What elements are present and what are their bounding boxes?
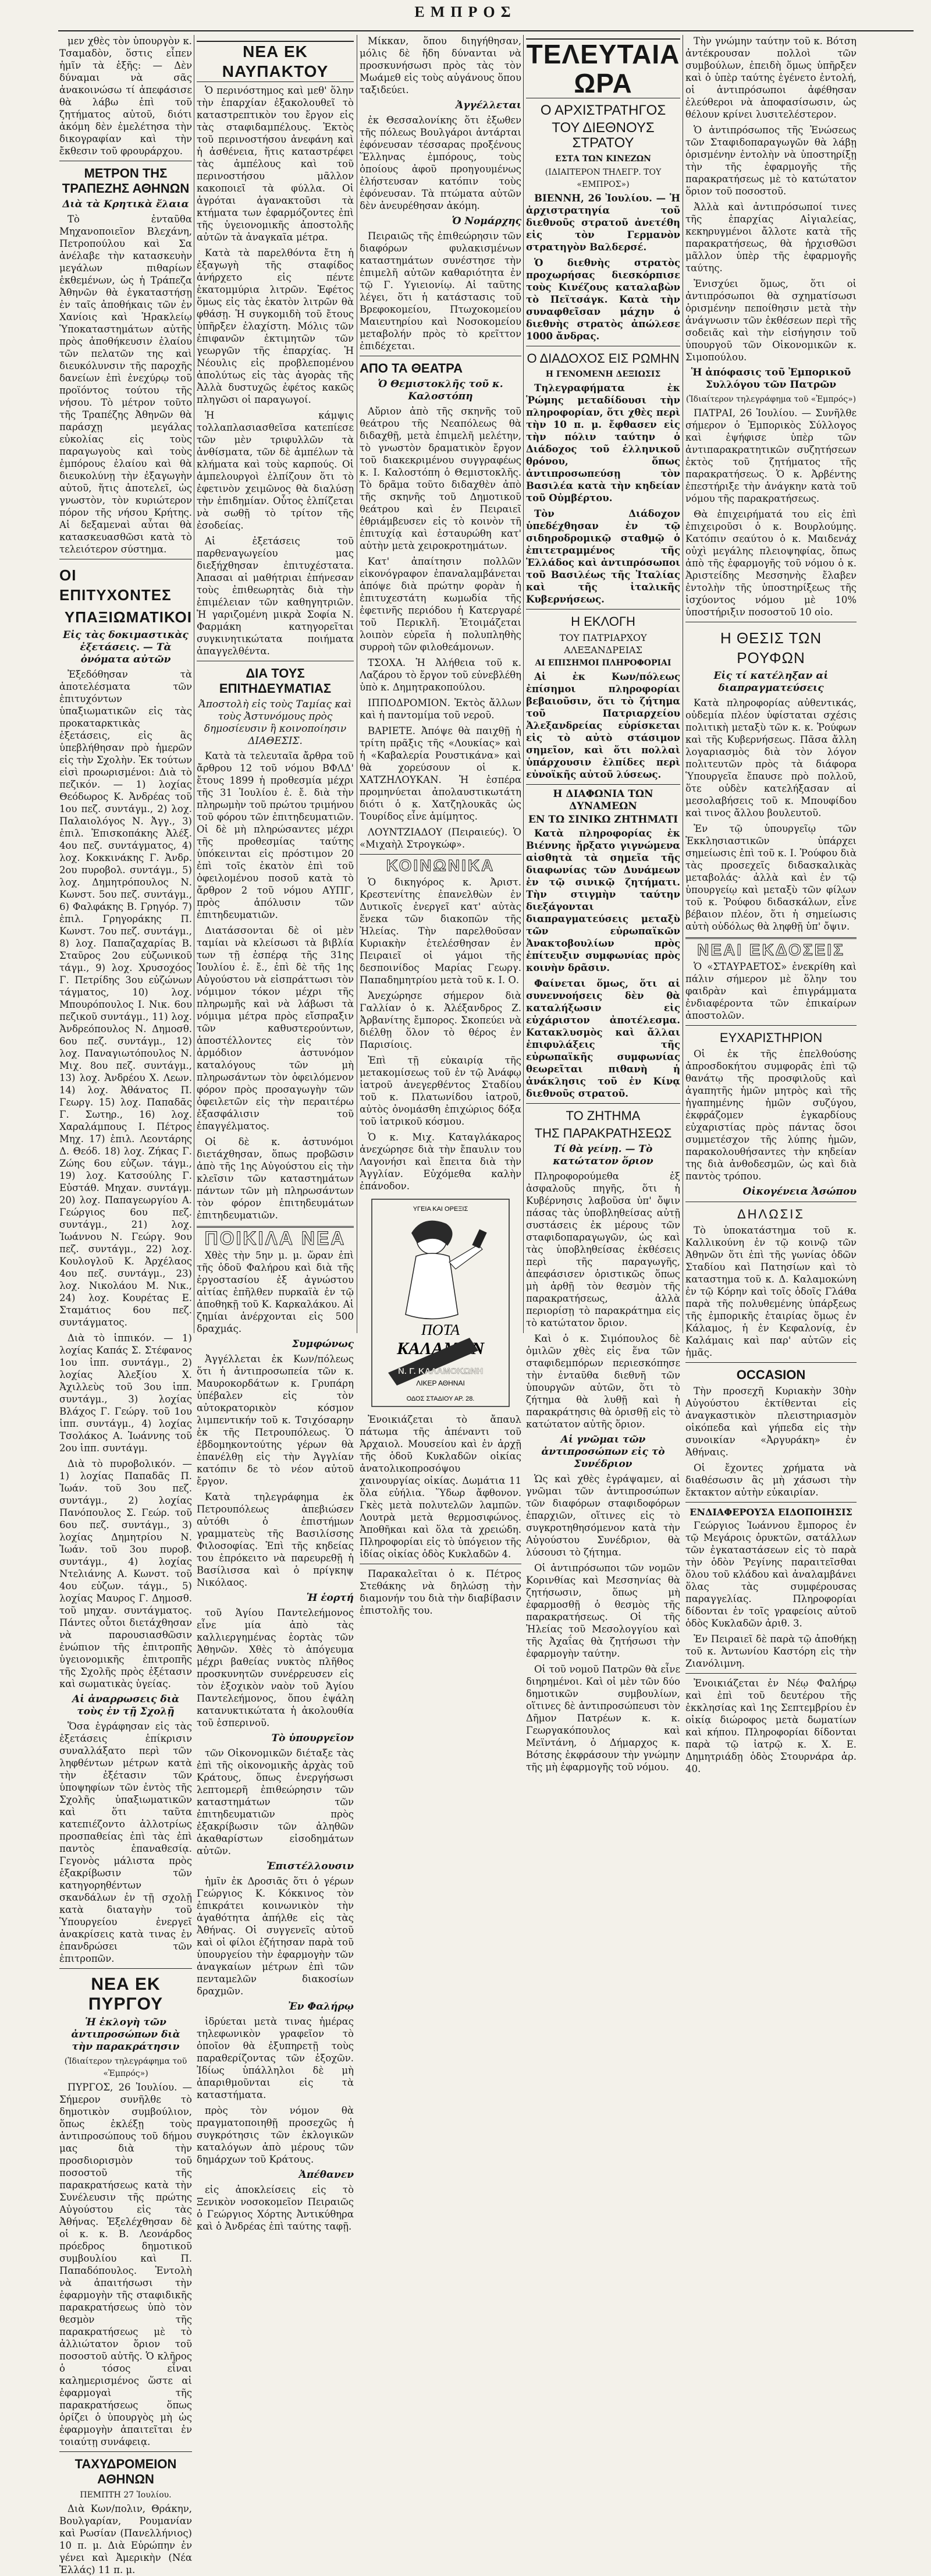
article-text: Χθὲς τὴν 5ην μ. μ. ὥραν ἐπὶ τῆς ὁδοῦ Φαλήρου καὶ διὰ τῆς ἐργοστασίου ἐξ ἀγνώστου αἰτίας ἐπῆλθεν πυρκαϊὰ ἐν τῷ ἀποθηκῇ τοῦ Κ. Καρκαλάκου. Αἱ ζημίαι ἀνέρχονται εἰς 500 δραχμάς. [197, 1250, 354, 1334]
headline: ΤΗΣ ΠΑΡΑΚΡΑΤΗΣΕΩΣ [534, 1126, 672, 1140]
divider [685, 1025, 857, 1026]
signature: Οἰκογένεια Ἀσώπου [742, 1186, 857, 1197]
headline: ΤΑΧΥΔΡΟΜΕΙΟΝ ΑΘΗΝΩΝ [74, 2457, 177, 2486]
subheadline: Ἡ ἐκλογὴ τῶν ἀντιπροσώπων διὰ τὴν παρακράτησιν [71, 2017, 180, 2053]
subheadline: Ἀγγέλλεται [456, 100, 521, 111]
subheadline: Αἱ γνῶμαι τῶν ἀντιπροσώπων εἰς τὸ Συνέδριον [541, 1434, 665, 1470]
headline: ΝΕΑ ΕΚ ΝΑΥΠΑΚΤΟΥ [197, 41, 354, 82]
column-1 [59, 35, 192, 2575]
article-text: Κατὰ πληροφορίας ἐκ Βιέννης ἤρξατο γιγνώμενα αἰσθητὰ τὰ σημεῖα τῆς διαφωνίας τῶν Δυνάμεων ἐν τῷ σινικῷ ζητήματι. Τὴν στιγμὴν ταύτην διεξάγονται διαπραγματεύσεις μεταξὺ τῶν εὐρωπαϊκῶν Ἀνακτοβουλίων πρὸς ἐπίτευξιν συμφωνίας πρὸς κοινὴν δρᾶσιν. [526, 828, 680, 973]
column-3 [360, 35, 521, 1616]
article-text: μεν χθὲς τὸν ὑπουργὸν κ. Τσαμαδὸν, ὅστις εἶπεν ἡμῖν τὰ ἑξῆς: — Δὲν δύναμαι νὰ σᾶς ἀνακοινώσω τί ἀπεφάσισε θὰ λάβω ἐπὶ τοῦ ζητήματος αὐτοῦ, διότι ἀκόμη δὲν ἐμελέτησα τὴν δικογραφίαν καὶ τὴν ἔκθεσιν τοῦ φρουράρχου. [59, 36, 192, 157]
column-5 [685, 35, 857, 1774]
article-text: εἰς ἀποκλείσεις εἰς τὸ Ξενικὸν νοσοκομεῖον Πειραιῶς ὁ Γεώργιος Χόρτης Ἀντικύθηρα καὶ ὁ Ἀνδρέας ἐπὶ ταύτης ταφῇ. [197, 2184, 354, 2232]
headline: Η ΕΚΛΟΓΗ [571, 614, 635, 629]
article-text: Ἐν τῷ ὑπουργεῖῳ τῶν Ἐκκλησιαστικῶν ὑπάρχει σημείωσις ἐπὶ τοῦ κ. Ι. Ῥούφου διὰ τὰς προσεχεῖς διδασκαλικὰς μεταβολάς· ἀλλὰ καὶ ἐν τῷ ὑπουργείῳ καὶ μεταξὺ τῶν φίλων τοῦ κ. Ῥούφου διδασκάλων, εἶνε βέβαιον πλέον, ὅτι ἡ σημείωσις αὐτὴ οὐδόλως θὰ ληφθῇ ὑπ' ὄψιν. [685, 823, 857, 932]
article-text: ἰδρύεται μετὰ τινας ἡμέρας τηλεφωνικὸν γραφεῖον τὸ ὁποῖον θὰ ἐξυπηρετῇ τοὺς παραθερίζοντας τῶν ἐξοχῶν. Ἰδίως ὑπάλληλοι δὲ μὴ ἀπαριθμοῦνται εἰς τὰ καταστήματα. [197, 2016, 354, 2100]
headline: ΥΠΑΞΙΩΜΑΤΙΚΟΙ [64, 608, 192, 626]
divider [685, 1502, 857, 1503]
subheadline: Ἀποστολὴ εἰς τοὺς Ταμίας καὶ τοὺς Ἀστυνόμους πρὸς δημοσίευσιν ἢ κοινοποίησιν ΔΙΑΘΕΣΙΣ. [198, 699, 352, 747]
article-text: Αἱ ἐκ Κων/πόλεως ἐπίσημοι πληροφορίαι βεβαιοῦσιν, ὅτι τὸ ζήτημα τοῦ Πατριαρχείου Ἀλεξανδρείας εὑρίσκεται εἰς τὸ αὐτὸ στάσιμον σημεῖον, καὶ ὅτι πολλαὶ ὑπάρχουσιν ἐλπίδες περὶ εὐνοϊκῆς αὐτοῦ λύσεως. [526, 671, 680, 780]
article-text: Οἱ τοῦ νομοῦ Πατρῶν θὰ εἶνε διηρημένοι. Καὶ οἱ μὲν τῶν δύο δημοτικῶν συμβουλίων, οἵτινες δὲ ἀντιπροσώπευσι τὸν Δῆμον Πατρέων κ. κ. Γεωργακόπουλος καὶ Μεϊντάνη, ὁ Δήμαρχος κ. Βότσης ἐκφράσουν τὴν γνώμην τῆς μὴ ἐφαρμογῆς τοῦ νόμου. [526, 1664, 680, 1773]
ad-address: ΟΔΟΣ ΣΤΑΔΙΟΥ ΑΡ. 28. [406, 1395, 475, 1402]
article-text: Φαίνεται ὅμως, ὅτι αἱ συνεννοήσεις δὲν θὰ καταλήξωσιν εἰς εὐχάριστον ἀποτέλεσμα. Κατακλυσμὸς καὶ ἄλλαι ἐπιφυλάξεις τῆς εὐρωπαϊκῆς συμφωνίας θεωρεῖται πιθανὴ ἡ ἀνάκλησις τοῦ ἐν Κίνᾳ διεθνοῦς στρατοῦ. [526, 978, 680, 1099]
article-text: Οἱ δὲ κ. ἀστυνόμοι διετάχθησαν, ὅπως προβῶσιν ἀπὸ τῆς 1ης Αὐγούστου εἰς τὴν κλεῖσιν τῶν καταστημάτων πάντων τῶν μὴ πληρωσάντων τὸν φόρον ἐπιτηδευμάτων ἐπιτηδευματιῶν. [197, 1136, 354, 1221]
headline: ΔΗΛΩΣΙΣ [737, 1207, 805, 1221]
arm-icon [449, 1245, 482, 1269]
article-text: ΒΙΕΝΝΗ, 26 Ἰουλίου. — Ἡ ἀρχιστρατηγία τοῦ διεθνοῦς στρατοῦ ἀνετέθη εἰς τὸν Γερμανὸν στρατηγὸν Βαλδερσέ. [526, 193, 680, 253]
article-text: ἐκ Θεσσαλονίκης ὅτι ἐξωθεν τῆς πόλεως Βουλγάροι ἀντάρται ἐφόνευσαν τέσσαρας προξένους Ἕλληνας ἐμπόρους, τοὺς ὁποίους ἀφοῦ προηγουμένως ἐλήστευσαν κατόπιν τοὺς ἐφόνευσαν. Τὰ πτώματα αὐτῶν δὲν ἀνευρέθησαν ἀκόμη. [360, 115, 521, 211]
subheadline: Ὁ Θεμιστοκλῆς τοῦ κ. Καλοστόπη [378, 378, 503, 402]
article-text: Ἐπὶ τῇ εὐκαιρίᾳ τῆς μετακομίσεως τοῦ ἐν τῷ Ἀνάφῳ ἰατροῦ ἀνεγερθέντος Σταδίου τοῦ κ. Πλατωνίδου ἰατροῦ, αὐτὸς ὀνομάσθη ἐπιχώριος δόξα τοῦ ἰατρικοῦ κόσμου. [360, 1055, 521, 1127]
subheadline: Ἐπιστέλλουσιν [266, 1861, 354, 1872]
divider [59, 1968, 192, 1969]
article-text: Ὁ περινόστημος καὶ μεθ' ὅλην τὴν ἐπαρχίαν ἐξακολουθεῖ τὸ καταστρεπτικὸν του ἔργον εἰς τὰς σταφιδαμπέλους. Ἐκτὸς τοῦ περινοστήσου ἀνεφάνη καὶ ἡ ἀσθένεια, ἥτις καταστρέφει τὰς ἀμπέλους καὶ τοῦ περινοστήσου μᾶλλον κακοποιεῖ τὰ φύλλα. Οἱ ἀγρόται ἀγανακτοῦσι τὰ κτήματα των ἐφαρμόζοντες ἐπὶ τῆς ὑγειονομικῆς ἀποστολῆς αὐτῶν τὰ ἀναγκαῖα μέτρα. [197, 85, 354, 243]
divider [59, 2451, 192, 2452]
ad-brand-line1: ΠΟΤΑ [421, 1321, 460, 1338]
article-text: Ἐνοικιάζεται τὸ ἄπαυλ πάτωμα τῆς ἀπέναντι τοῦ Ἀρχαιολ. Μουσείου καὶ ἐν ἀρχῇ τῆς ὁδοῦ Κυκλαδῶν οἰκίας ἀνατολικοπροσόψου χαινουργίας οἰκίας. Δωμάτια 11 ὅλα εὐήλια. Ὕδωρ ἄφθονον. Γκὲς μετὰ πολυτελῶν λαμπῶν. Λουτρὰ μετὰ θερμοσιφώνος. Ἀποθῆκαι καὶ ὅλα τὰ χρειώδη. Πληροφορίαι εἰς τὸ ὑπόγειον τῆς ἰδίας οἰκίας ὁδὸς Κυκλαδῶν 4. [360, 1414, 521, 1560]
article-text: τοῦ Ἁγίου Παντελεήμονος εἶνε μία ἀπὸ τὰς καλλιεργημένας ἑορτὰς τῶν Ἀθηνῶν. Χθὲς τὸ ἀπόγευμα μέχρι βαθείας νυκτὸς πλῆθος προσκυνητῶν συνέρρευσεν εἰς τὸν ἐξοχικὸν ναὸν τοῦ Ἁγίου Παντελεήμονος, ὅπου ἐψάλη κατανυκτικώτατα ἡ ἀκολουθία τοῦ ἑσπερινοῦ. [197, 1607, 354, 1728]
masthead-rule [58, 30, 914, 31]
subheadline: Εἰς τί κατέληξαν αἱ διαπραγματεύσεις [713, 670, 829, 694]
headline: ΝΕΑΙ ΕΚΔΟΣΕΙΣ [697, 941, 845, 959]
headline: ΤΕΛΕΥΤΑΙΑ ΩΡΑ [526, 39, 680, 98]
subheadline: ΑΙ ΕΠΙΣΗΜΟΙ ΠΛΗΡΟΦΟΡΙΑΙ [535, 658, 671, 668]
article-text: Ὁ κ. Μιχ. Καταγλάκαρος ἀνεχώρησε διὰ τὴν ἔπαυλιν του Λαγονήσι καὶ ἔπειτα διὰ τὴν Ἀγγλίαν. Εὐχόμεθα καλὴν ἐπάνοδον. [360, 1132, 521, 1192]
headline: ΕΝ ΤΩ ΣΙΝΙΚΩ ΖΗΤΗΜΑΤΙ [528, 814, 678, 825]
article-text: ΤΣΟΧΑ. Ἡ Ἀλήθεια τοῦ κ. Λαζάρου τὸ ἔργον τοῦ εὐνεβλέθη ὑπὸ κ. Δημητρακοπούλου. [360, 657, 521, 693]
ad-subtitle: ΛΙΚΕΡ ΑΘΗΝΑΙ [416, 1379, 465, 1387]
article-text: Ἡ κάμψις τολλαπλασιασθεῖσα κατεπίεσε τῶν μὲν τριφυλλῶν τὰ ἀνθίσματα, τῶν δὲ ἀμπέλων τὰ κλήματα καὶ τοὺς καρπούς. Οἱ ἀμπελουργοὶ ἐλπίζουν ὅτι τὸ ἐφετινὸν χειμῶνος θὰ διαλύσῃ τὴν ἐπιδημίαν. Οὗτος ἐλπίζεται νὰ σωθῇ τὸ τρίτον τῆς ἐσοδείας. [197, 410, 354, 531]
article-text: Ὁ «ΣΤΑΥΡΑΕΤΟΣ» ἐνεκρίθη καὶ πάλιν σήμερον μὲ ὅλην του φαιδρὰν καὶ ἐπιγράμματα ἐνδιαφέροντα τῶν ἐπικαίρων ἀποστολῶν. [685, 961, 857, 1021]
article-text: Ὡς καὶ χθὲς ἐγράψαμεν, αἱ γνῶμαι τῶν ἀντιπροσώπων τῶν διαφόρων σταφιδοφόρων ἐπαρχιῶν, οἵτινες εἰς τὸ συγκροτηθησόμενον κατὰ τὴν Αὐγούστου Συνέδριον, θὰ λύσουσι τὸ ζήτημα. [526, 1473, 680, 1558]
article-text: Καὶ ὁ κ. Σιμόπουλος δὲ ὁμιλῶν χθὲς εἰς ἕνα τῶν σταφιδεμπόρων περιεσκόπησε τὴν ἐνταῦθα διεθνῆ τῶν ὑπουργῶν αὐτῶν, ὅτι τὸ ζήτημα θὰ λυθῇ καὶ ἡ παρακράτησις θὰ ὁρισθῇ εἰς τὸ κατώτατον αὐτῆς ὅριον. [526, 1333, 680, 1430]
article-text: ΒΑΡΙΕΤΕ. Ἀπόψε θὰ παιχθῇ ἡ τρίτη πρᾶξις τῆς «Λουκίας» καὶ ἡ «Καβαλερία Ρουστικάνα» καὶ θὰ χορεύσουν οἱ κ. ΧΑΤΖΗΛΟΥΚΑΝ. Ἡ ἑσπέρα προμηνύεται ἀπολαυστικωτάτη διότι ὁ κ. Χατζηλουκᾶς ὡς Τουρίδος εἶνε ἀμίμητος. [360, 725, 521, 822]
headline: ΤΟΥ ΠΑΤΡΙΑΡΧΟΥ ΑΛΕΞΑΝΔΡΕΙΑΣ [559, 632, 647, 655]
divider [685, 937, 857, 939]
headline: ΝΕΑ ΕΚ ΠΥΡΓΟΥ [88, 1975, 164, 2014]
source-line: (ΙΔΙΑΙΤΕΡΟΝ ΤΗΛΕΓΡ. ΤΟΥ «ΕΜΠΡΟΣ») [545, 168, 662, 189]
article-text: Ἐξεδόθησαν τὰ ἀποτελέσματα τῶν ἐπιτυχόντων ὑπαξιωματικῶν εἰς τὰς προκαταρκτικὰς ἐξετάσεις, εἰς ἃς ὑπεβλήθησαν πρὸ ἡμερῶν εἰς τὴν Σχολὴν. Ἐκ τούτων εἰσὶ προωρισμένοι: Διὰ τὸ πεζικόν. — 1) λοχίας Θεόδωρος Κ. Ἀνδρέας τοῦ 1ου πεζ. συντάγμ., 2) λοχ. Παλαιολόγος Ν. Ἀγγ., 3) ἐπιλ. Ἐπισκοπάκης Ἀλέξ. 4ου πεζ. συντάγματος, 4) λοχ. Κοκκινάκης Γ. Ἀνδρ. 2ου πυροβολ. συντάγμ., 5) λοχ. Δημητρόπουλος Ν. Κωνστ. 5ου πεζ. συντάγμ., 6) Φαλφάκης Β. Γρηγόρ. 7) ἐπιλ. Γρηγοράκης Π. Κωνστ. 7ου πεζ. συντάγμ., 8) λοχ. Παπαζαχαρίας Β. Σταῦρος 2ου εὐζωνικοῦ τάγμ., 9) λοχ. Χρυσοχόος Γ. Πετρίδης 3ου εὐζώνων τάγματος, 10) λοχ. Μπουρόπουλος Ι. Νικ. 6ου πεζικοῦ συντάγμ., 11) λοχ. Ἀνδρεόπουλος Ν. Δημοσθ. 6ου πεζ. συντάγμ., 12) λοχ. Παναγιωτόπουλος Ν. Μιχ. 8ου πεζ. συντάγμ., 13) λοχ. Ἀνδρέου Χ. Λεων. 14) λοχ. Ἀθάνατος Π. Γεωργ. 15) λοχ. Παπαδᾶς Γ. Σωτηρ., 16) λοχ. Χαραλάμπους Ι. Πέτρος Μηχ. 17) ἐπιλ. Λεοντάρης Δ. Θεόδ. 18) λοχ. Ζήκας Γ. Ζώης 6ου εὐζων. τάγμ., 19) λοχ. Κατσούλης Γ. Εὐστάθ. Μηχαν. συντάγμ. 20) λοχ. Παπαγεωργίου Α. Γεώργιος 6ου πεζ. συντάγμ., 21) λοχ. Ἰωάννου Ν. Γεώργ. 9ου πεζ. συντάγμ., 22) λοχ. Κουλογλοῦ Κ. Ἀρχέλαος 4ου πεζ. συντάγμ., 23) λοχ. Νικολάου Μ. Νικ., 24) λοχ. Κουρέτας Ε. Σταμάτιος 6ου πεζ. συντάγματος. [59, 669, 192, 1328]
subheadline: Ἀπέθανεν [299, 2169, 354, 2181]
divider [526, 609, 680, 610]
subheadline: ΠΕΜΠΤΗ 27 Ἰουλίου. [80, 2490, 172, 2500]
divider [526, 784, 680, 785]
column-divider [523, 35, 524, 1333]
headline: Ο ΑΡΧΙΣΤΡΑΤΗΓΟΣ [540, 102, 666, 118]
source-line: (Ἰδιαίτερον τηλεγράφημα τοῦ «Ἐμπρός») [64, 2057, 187, 2078]
ad-maker: Ν. Γ. ΚΑΛΑΜΟΚΩΝΗ [397, 1366, 484, 1376]
subheadline: Συμφώνως [292, 1338, 354, 1350]
article-text: Τὸ ἐνταῦθα Μηχανοποιεῖον Βλεχάνη, Πετροπούλου καὶ Σα ἀνέλαβε τὴν κατασκευὴν μεγάλων πιθαρίων ἐκθεμένων, ὡς ἡ Τράπεζα Ἀθηνῶν θὰ ἐγκαταστήσῃ ἐν ταῖς ἀποθήκαις τῶν ἐν Χανίοις καὶ Ἡρακλείῳ Ὑποκαταστημάτων αὐτῆς πρὸς ἀποθήκευσιν ἐλαίου τῶν πελατῶν της καὶ διευκόλυνσιν τῆς παροχῆς δανείων ἐπὶ ἐνεχύρῳ τοῦ προϊόντος τούτου τῆς νήσου. Τὸ μέτρον τοῦτο τῆς Τραπέζης Ἀθηνῶν θὰ παράσχῃ μεγάλας εὐκολίας εἰς τοὺς παραγωγοὺς καὶ τοὺς ἐμπόρους ἐλαίου καὶ θὰ διευκολύνῃ τὴν ἐξαγωγὴν αὐτοῦ, ἥτις ἀποτελεῖ, ὡς γνωστὸν, τὸν κυριώτερον πόρον τῆς νήσου Κρήτης. Αἱ δεξαμεναὶ αὗται θὰ κατασκευασθῶσι κατὰ τὸ τελειότερον σύστημα. [59, 214, 192, 555]
article-text: Διὰ τὸ πυροβολικόν. — 1) λοχίας Παπαδᾶς Π. Ἰωάν. τοῦ 3ου πεζ. συντάγμ., 2) λοχίας Πανόπουλος Σ. Γεώρ. τοῦ 6ου πεζ. συντάγμ., 3) λοχίας Δημητρίου Ν. Ἰωάν. τοῦ 3ου πυροβ. συντάγμ., 4) λοχίας Ντελιάνης Α. Κωνστ. τοῦ 4ου εὐζων. τάγμ., 5) λοχίας Μαυρος Γ. Δημοσθ. τοῦ μηχαν. συντάγματος. Πάντες οὗτοι διετάχθησαν νὰ παρουσιασθῶσιν ἐνώπιον τῆς ἐπιτροπῆς ὑγειονομικῆς ἐπιτροπῆς τῆς Σχολῆς πρὸς ἐξέτασιν καὶ σωματικὰς ὑγείας. [59, 1458, 192, 1689]
liqueur-advertisement [371, 1198, 510, 1408]
article-text: Κατὰ τὰ παρελθόντα ἔτη ἡ ἐξαγωγὴ τῆς σταφίδος ἀνήρχετο εἰς πέντε ἑκατομμύρια λιτρῶν. Ἐφέτος ὅμως εἰς τὰς ἑκατὸν λιτρῶν θὰ φθάσῃ. Ἡ συγκομιδὴ τοῦ ἔτους ὑπῆρξεν ἐλαχίστη. Μόλις τῶν ἐπιφανῶν ἐκτιμητῶν τῶν γεωργῶν τῆς ἐπαρχίας. Ἡ Νέουλις εἰς προβλεπομένου ἀπολύτως εἰς τὰς ἀγορὰς τῆς Ἀλλὰ δυστυχῶς ἐφέτος κακῶς πληγῶσι οἱ παραγωγοί. [197, 247, 354, 405]
article-text: ΙΠΠΟΔΡΟΜΙΟΝ. Ἐκτὸς ἄλλων καὶ ἡ παντομίμα τοῦ νεροῦ. [360, 697, 521, 721]
article-text: Πληροφορούμεθα ἐξ ἀσφαλοῦς πηγῆς, ὅτι ἡ Κυβέρνησις λαβοῦσα ὑπ' ὄψιν πάσας τὰς ὑποβληθείσας αὐτῇ συστάσεις ἐκ μέρους τῶν σταφιδοπαραγωγῶν, ὡς καὶ τὰς ὑποβληθείσας ἐκθέσεις περὶ τῆς παραγωγῆς, ἀπεφάσισεν ὁριστικῶς ὅπως μὴ ἀρθῇ τὸν θεσμὸν τῆς παρακρατήσεως, ἀλλὰ περιορίσῃ τὸ παρακράτημα εἰς τὸ κατώτατον ὅριον. [526, 1171, 680, 1328]
column-4 [526, 35, 680, 1773]
glass-icon [472, 1229, 486, 1248]
article-text: Κατὰ τηλεγράφημα ἐκ Πετρουπόλεως ἀπεβιώσεν αὐτόθι ὁ ἐπιστήμων γραμματεὺς τῆς Βασιλίσσης Φιλοσοφίας. Ἐπὶ τῆς κηδείας του ἐπρόκειτο νὰ παρευρεθῇ ἡ Βασίλισσα καὶ ὁ πρίγκηψ Νικόλαος. [197, 1491, 354, 1588]
headline: ΜΕΤΡΟΝ ΤΗΣ ΤΡΑΠΕΖΗΣ ΑΘΗΝΩΝ [62, 166, 190, 196]
headline: ΕΥΧΑΡΙΣΤΗΡΙΟΝ [719, 1030, 823, 1045]
ad-brand-line2: ΚΑΛΑΜΟΝ [396, 1339, 485, 1358]
article-text: Ἐν Πειραιεῖ δὲ παρὰ τῷ ἀποθήκῃ τοῦ κ. Ἀντωνίου Καστόρη εἰς τὴν Ζιανόλιμνη. [685, 1634, 857, 1669]
article-text: Κατ' ἀπαίτησιν πολλῶν εἰκονόγραφον ἐπαναλαμβάνεται ἀπόψε διὰ πρώτην φορὰν ἡ ἐπιτυχεστάτη κωμωδία τῆς ἐφετινῆς περιόδου ἡ Κατεργαρέ τοῦ Περικλῆ. Ἐτοιμάζεται λοιπὸν εὐρεῖα ἡ πολυπληθὴς συρροὴ τῶν φιλοθεάμονων. [360, 556, 521, 653]
article-text: τῶν Οἰκονομικῶν διέταξε τὰς ἐπὶ τῆς οἰκονομικῆς ἀρχὰς τοῦ Κράτους, ὅπως ἐνεργήσωσι λεπτομερῆ ἐπιθεώρησιν τῶν καταστημάτων τῶν ἐπιτηδευματιῶν πρὸς ἐξακρίβωσιν τῶν ἀληθῶν ἀκαθαρίστων εἰσοδημάτων αὐτῶν. [197, 1748, 354, 1856]
ad-tagline: ΥΓΕΙΑ ΚΑΙ ΟΡΕΞΙΣ [413, 1206, 468, 1213]
subheadline: Ὁ Νομάρχης [452, 215, 521, 227]
subheadline: ΕΣΤΑ ΤΩΝ ΚΙΝΕΖΩΝ [555, 154, 651, 164]
article-text: Ἀνεχώρησε σήμερον διὰ Γαλλίαν ὁ κ. Ἀλέξανδρος Ζ. Ἀρβανίτης ἔμπορος. Σκοπεύει νὰ διέλθῃ ὅλον τὸ θέρος ἐν Παρισίοις. [360, 990, 521, 1050]
article-text: Διὰ τὸ ἱππικόν. — 1) λοχίας Καπάς Σ. Στέφανος 1ου ἱππ. συντάγμ., 2) λοχίας Ἀλεξίου Χ. Ἀχιλλεὺς τοῦ 3ου ἱππ. συντάγμ., 3) λοχίας Βλάχος Γ. Γεώργ. τοῦ 1ου ἱππ. συντάγμ., 4) λοχίας Τσολάκος Α. Ἰωάννης τοῦ 2ου ἱππ. συντάγμ. [59, 1333, 192, 1454]
article-text: Κατὰ τὰ τελευταῖα ἄρθρα τοῦ ἄρθρου 12 τοῦ νόμου ΒΦΛΔ' ἔτους 1899 ἡ προθεσμία μέχρι τῆς 31 Ἰουλίου ἐ. ἔ. διὰ τὴν πληρωμὴν τοῦ πρώτου τριμήνου τοῦ φόρου τῶν ἐπιτηδευματιῶν. Οἱ δὲ μὴ πληρώσαντες μέχρι τῆς προθεσμίας ταύτης ὑπόκεινται εἰς πρόστιμον 20 ἐπὶ τοῖς ἑκατὸν ἐπὶ τοῦ ὀφειλομένου ποσοῦ κατὰ τὸ ἄρθρον 2 τοῦ νόμου ΑΥΠΓ, πρὸς ἀπόλυσιν τῶν ἐπιτηδευματιῶν. [197, 750, 354, 920]
article-text: Ὁ δικηγόρος κ. Ἀριστ. Κρεστενίτης ἐπανελθὼν ἐν Δυτικοῖς ἐνεργεῖ κατ' αὐτὰς ἕνεκα τῶν διακοπῶν τῆς Ἠλείας. Τὴν παρελθοῦσαν Κυριακὴν ἐτελέσθησαν ἐν Πειραιεῖ οἱ γάμοι τῆς δεσποινίδος Μαρίας Γεωργ. Παπαδημητρίου μετὰ τοῦ κ. Ι. Ο. [360, 877, 521, 986]
divider [360, 854, 521, 855]
article-text: Αἱ ἐξετάσεις τοῦ παρθεναγωγείου μας διεξήχθησαν ἐπιτυχέστατα. Ἀπασαι αἱ μαθήτριαι ἐπήνεσαν τοὺς ἐπιθεωρητὰς διὰ τὴν ἐπιμέλειαν τῶν καθηγητριῶν. Ἡ γαριζομένη μικρὰ Σοφία Ν. Φαρμάκη κατηγορεῖται συγκινητικώτατα ποιήματα ἀπαγγελθέντα. [197, 536, 354, 657]
headline: ΠΟΙΚΙΛΑ ΝΕΑ [204, 1228, 346, 1249]
article-text: Διὰ Κων/πολιν, Θράκην, Βουλγαρίαν, Ρουμανίαν καὶ Ρωσίαν (Πανελλήνιος) 10 π. μ. Διὰ Εὐρώπην ἐν γένει καὶ Ἀμερικὴν (Νέα Ἑλλάς) 11 π. μ. [59, 2503, 192, 2575]
subheadline: Ἡ ἑορτή [306, 1592, 354, 1604]
article-text: ΠΑΤΡΑΙ, 26 Ἰουλίου. — Συνῆλθε σήμερον ὁ Ἐμπορικὸς Σύλλογος καὶ ἐψήφισε ὑπὲρ τῶν ἀντιπαρακρατητικῶν συζητήσεων ἐκτὸς τοῦ ζητήματος τῆς παρακρατήσεως. Ὁ κ. Ἀρβέντης ἐπεστήριξε τὴν ἀνάγκην κατὰ τοῦ νόμου τῆς παρακρατήσεως. [685, 408, 857, 504]
headline: ΤΟΥ ΔΙΕΘΝΟΥΣ ΣΤΡΑΤΟΥ [552, 120, 655, 151]
article-text: Ὁ ἀντιπρόσωπος τῆς Ἑνώσεως τῶν Σταφιδοπαραγωγῶν θὰ λάβῃ ὁρισμένην ἐντολὴν νὰ ὑποστηρίξῃ τὴν τῆς ἐφαρμογῆς τῆς παρακρατήσεως μὲ τὸ κατώτατον ὅριον τοῦ ποσοστοῦ. [685, 125, 857, 197]
divider [685, 1362, 857, 1363]
subheadline: Τί θὰ γείνῃ. — Τὸ κατώτατον ὅριον [553, 1143, 653, 1167]
headline: ΕΝΔΙΑΦΕΡΟΥΣΑ ΕΙΔΟΠΟΙΗΣΙΣ [690, 1507, 852, 1518]
article-text: Τὸν Διάδοχον ὑπεδέχθησαν ἐν τῷ σιδηροδρομικῷ σταθμῷ ὁ ἐπιτετραμμένος τῆς Ἑλλάδος καὶ ἀντιπρόσωποι τοῦ Βασιλέως τῆς Ἰταλίας καὶ τῆς ἰταλικῆς Κυβερνήσεως. [526, 508, 680, 605]
article-text: Κατὰ πληροφορίας αὐθεντικάς, οὐδεμία πλέον ὑφίσταται σχέσις πολιτικὴ μεταξὺ τῶν κ. κ. Ῥούφων καὶ τῆς Κυβερνήσεως. Πᾶσα ἄλλη λογαριασμὸς διὰ τὸν λόγον πολιτευτῶν πρὸς τὰ διάφορα Ὑπουργεῖα ἔπαυσε πρὸ πολλοῦ, ὅτε οὐδὲν κατελήξασαν αἱ μεσολαβήσεις τοῦ κ. Μπουφίδου καὶ τινος ἄλλου βουλευτοῦ. [685, 697, 857, 818]
headline: ΚΟΙΝΩΝΙΚΑ [386, 856, 495, 874]
source-line: (Ἰδιαίτερον τηλεγράφημα τοῦ «Ἐμπρός») [685, 395, 857, 404]
article-text: Οἱ ἀντιπρόσωποι τῶν νομῶν Κορινθίας καὶ Μεσσηνίας θὰ ζητήσωσιν, ὅπως μὴ ἐφαρμοσθῇ ὁ θεσμὸς τῆς παρακρατήσεως. Οἱ τῆς Ἠλείας τοῦ Μεσολογγίου καὶ τῆς Ἀχαΐας θὰ ζητήσωσι τὴν ἐφαρμογὴν ταύτην. [526, 1562, 680, 1659]
article-text: Οἱ ἐκ τῆς ἐπελθούσης ἀπροσδοκήτου συμφορᾶς ἐπὶ τῷ θανάτῳ τῆς προσφιλοῦς καὶ ἀγαπητῆς ἡμῶν μητρὸς καὶ τῆς ἠγαπημένης ἡμῶν συζύγου, ἐκφράζομεν ἐγκαρδίους εὐχαριστίας πρὸς πάντας ὅσοι συμμετέσχον τῆς λύπης ἡμῶν, παρακολουθήσαντες τὴν κηδείαν της διὰ ἀνθοδεσμῶν, ὡς καὶ διὰ παντὸς τρόπου. [685, 1048, 857, 1182]
article-text: Τὴν γνώμην ταύτην τοῦ κ. Βότση ἀντέκρουσαν πολλοὶ τῶν συμβούλων, ἐπειδὴ ὅμως ὑπῆρξεν καὶ ὁ ὑπὲρ ταύτης ἐγένετο ἐντολή, οἱ ἀντιπρόσωποι ἀφέθησαν ἐλεύθεροι νὰ ἀποφασίσωσιν, ὡς θέλουν κρίνει λυσιτελέστερον. [685, 36, 857, 120]
article-text: Διατάσσονται δὲ οἱ μὲν ταμίαι νὰ κλείσωσι τὰ βιβλία των τῇ ἑσπέρᾳ τῆς 31ης Ἰουλίου ἐ. ἔ., ἐπὶ δὲ τῆς 1ης Αὐγούστου νὰ εἰσπράττωσι τὸν νόμιμον τόκον μέχρι τῆς πληρωμῆς καὶ νὰ λάβωσι τὰ νόμιμα μέτρα πρὸς εἴσπραξιν τῶν καθυστερούντων, ἀποστέλλοντες εἰς τὸν ἀρμόδιον ἀστυνόμον καταλόγους τῶν μὴ πληρωσάντων τὸν ὀφειλόμενον φόρον πρὸς προσαγωγὴν τῶν ὀφειλετῶν εἰς τὴν περαιτέρω ἐξασφάλισιν τοῦ ἐπαγγέλματος. [197, 925, 354, 1132]
subheadline: Αἱ ἀναρρωσεις διὰ τοὺς ἐν τῇ Σχολῇ [72, 1693, 180, 1717]
advertisement-illustration [371, 1198, 510, 1408]
headline: Η ΔΙΑΦΩΝΙΑ ΤΩΝ ΔΥΝΑΜΕΩΝ [553, 788, 653, 812]
headline: OCCASION [736, 1367, 806, 1382]
article-text: Ἀλλὰ καὶ ἀντιπρόσωποί τινες τῆς ἐπαρχίας Αἰγιαλείας, κεκηρυγμένοι ἄλλοτε κατὰ τῆς παρακρατήσεως, θὰ ἠρχισθῶσι μᾶλλον ὑπὲρ τῆς ἐφαρμογῆς ταύτης. [685, 201, 857, 274]
article-text: Ἐνοικιάζεται ἐν Νέῳ Φαλήρῳ καὶ ἐπὶ τοῦ δευτέρου τῆς ἐκκλησίας καὶ 1ης Σεπτεμβρίου ἐν οἰκίᾳ διώροφος μετὰ δωματίων καὶ κήπου. Πληροφορίαι δίδονται παρὰ τῷ ἰατρῷ κ. Χ. Ε. Δημητριάδῃ ὁδὸς Στουρνάρα ἀρ. 40. [685, 1678, 857, 1774]
article-text: Αὔριον ἀπὸ τῆς σκηνῆς τοῦ θεάτρου τῆς Νεαπόλεως θὰ διδαχθῇ, μετὰ ἐπιμελῆ μελέτην, τὸ γνωστὸν δραματικὸν ἔργον τοῦ διακεκριμένου συγγραφέως κ. Ι. Καλοστόπη ὁ Θεμιστοκλῆς. Τὸ δρᾶμα τοῦτο διδαχθὲν ἀπὸ τῆς σκηνῆς τοῦ Δημοτικοῦ θεάτρου καὶ ἐν Πειραιεῖ ἐθριάμβευσεν εἰς τὸ κοινὸν τῆ ἐπιτυχίᾳ καὶ ἐσταυρώθη κατ' αὐτὴν μετὰ χειροκροτημάτων. [360, 406, 521, 551]
article-text: Θὰ ἐπιχειρήματά του εἰς ἐπὶ ἐπιχειροῦσι ὁ κ. Βουρλούμης. Κατόπιν σεαύτου ὁ κ. Μαιδενάχ οὐχὶ μεγάλης πλειοψηφίας, ὅπως ἀπὸ τῆς ἐφαρμογῆς τοῦ νόμου ὁ κ. Ἀριστείδης Μεσσηνὴς ἔλαβεν ἐντολὴν τῆς ὑποστηρίξεως τῆς ἰσχύοντος νόμου μὲ 10% ὑποστήριξιν ποσοστοῦ 10 οἰο. [685, 509, 857, 618]
article-text: Τὸ ὑποκατάστημα τοῦ κ. Καλλικούνη ἐν τῷ κοινῷ τῶν Ἀθηνῶν ὅτι ἐπὶ τῆς γωνίας ὁδῶν Σταδίου καὶ Πατησίων καὶ τὸ καταστημα τοῦ κ. Δ. Καλαμοκώνη ἐν τῷ Κόρην καὶ τοῖς ὁδοῖς Γλάθα παρὰ τῆς πολυθεμένης ὑπάρξεως τῆς ἐμπορικῆς ἑταιρίας ὅμως ἐν Κάλαμος, ἡ ἐν Κεφαλονίᾳ, ἐν Καλάμαις καὶ παρ' αὐτῶν εἰς ἡμᾶς. [685, 1225, 857, 1358]
headline: Η ΘΕΣΙΣ ΤΩΝ ΡΟΥΦΩΝ [720, 629, 822, 667]
subheadline: Η ΓΕΝΟΜΕΝΗ ΔΕΞΙΩΣΙΣ [545, 370, 661, 379]
headline: ΤΟ ΖΗΤΗΜΑ [566, 1108, 641, 1123]
article-text: Τηλεγραφήματα ἐκ Ῥώμης μεταδίδουσι τὴν πληροφορίαν, ὅτι χθὲς περὶ τὴν 10 π. μ. ἔφθασεν εἰς τὴν πόλιν ταύτην ὁ Διάδοχος τοῦ ἑλληνικοῦ θρόνου, ὅπως ἀντιπροσωπεύσῃ τὸν Βασιλέα κατὰ τὴν κηδείαν τοῦ Οὐμβέρτου. [526, 382, 680, 504]
article-text: Ὁ διεθνὴς στρατὸς προχωρήσας διεσκόρπισε τοὺς Κινέζους καταλαβὼν τὸ Πεϊτσάγκ. Κατὰ τὴν συναφθεῖσαν μάχην ὁ διεθνὴς στρατὸς ἀπώλεσε 1000 ἄνδρας. [526, 257, 680, 342]
divider [685, 1673, 857, 1674]
masthead: ΕΜΠΡΟΣ [414, 3, 517, 20]
subheadline: Τὸ ὑπουργεῖον [271, 1732, 354, 1744]
subheadline: Ἐν Φαλήρῳ [288, 2001, 354, 2012]
headline: ΑΠΟ ΤΑ ΘΕΑΤΡΑ [360, 361, 463, 375]
article-text: Τὴν προσεχῆ Κυριακὴν 30ὴν Αὐγούστου ἐκτίθενται εἰς ἀναγκαστικὸν πλειστηριασμὸν οἰκόπεδα καὶ γήπεδα εἰς τὴν συνοικίαν «Ἀργυράκη» ἐν Ἀθήναις. [685, 1386, 857, 1458]
article-text: πρὸς τὸν νόμον θὰ πραγματοποιηθῇ προσεχῶς ἡ συγκρότησις τῶν ἐκλογικῶν καταλόγων ἀπὸ μέρους τῶν δημάρχων τοῦ Κράτους. [197, 2105, 354, 2165]
divider [526, 1103, 680, 1104]
article-text: Ὅσα ἐγράφησαν εἰς τὰς ἐξετάσεις ἐπίκρισιν συναλλάξατο περὶ τῶν ληφθέντων μέτρων κατὰ τὴν ἐξέτασιν τῶν ὑποψηφίων τῶν ἐντὸς τῆς Σχολῆς ὑπαξιωματικῶν καὶ ὅτι ταῦτα κατεπιέζοντο ἀλλοτρίως προσπαθείας ἐπὶ τὰς ἐπὶ παντὸς ἐπαναθεσίᾳ. Γεγονὸς μάλιστα πρὸς ἐξακρίβωσιν τῶν κατηγορηθέντων σκανδάλων ἐν τῇ σχολῇ κατὰ διαταγὴν τοῦ Ὑπουργείου ἐνεργεῖ ἀνακρίσεις κατὰ τινας ἐν ἐπανδρώσει τῶν ἐπιτροπῶν. [59, 1721, 192, 1964]
article-text: Οἱ ἔχοντες χρήματα νὰ διαθέσωσιν ἂς μὴ χάσωσι τὴν ἔκτακτον αὐτὴν εὐκαιρίαν. [685, 1462, 857, 1498]
headline: ΔΙΑ ΤΟΥΣ ΕΠΙΤΗΔΕΥΜΑΤΙΑΣ [219, 666, 332, 696]
headline: ΟΙ ΕΠΙΤΥΧΟΝΤΕΣ [59, 566, 172, 604]
article-text: Παρακαλεῖται ὁ κ. Πέτρος Στεθάκης νὰ δηλώσῃ τὴν διαμονήν του διὰ τὴν διαβίβασιν ἐπιστολῆς του. [360, 1568, 521, 1616]
column-2 [197, 35, 354, 2232]
article-text: ΛΟΥΝΤΖΙΑΔΟΥ (Πειραιεύς). Ὁ «Μιχαὴλ Στρογκώφ». [360, 827, 521, 850]
subheadline: Εἰς τὰς δοκιμαστικὰς ἐξετάσεις. — Τὰ ὀνόματα αὐτῶν [63, 629, 189, 665]
article-text: Μίκκαν, ὅπου διηγήθησαν, μόλις δὲ ἤδη δύνανται νὰ προσκυνήσωσι πρὸς τὰς τὸν Μωάμεθ εἰς τοὺς αὐγάνους ὅπου ταξιδεύει. [360, 36, 521, 95]
article-text: Ἐνισχύει ὅμως, ὅτι οἱ ἀντιπρόσωποι θὰ σχηματίσωσι ὁρισμένην πεποίθησιν μετὰ τὴν ἀνάγνωσιν τῶν ἐκθέσεων περὶ τῆς σοδειᾶς καὶ τὴν εἰσήγησιν τοῦ ὑπουργοῦ τῶν Οἰκονομικῶν κ. Σιμοπούλου. [685, 278, 857, 363]
article-text: Γεώργιος Ἰωάννου ἔμπορος ἐν τῷ Μεγάροις ὁρυκτῶν, σατάλλων τῶν ἐγκαταστάσεων εἰς τὸ παρὰ τὴν ὁδὸν Ῥεγίνης παραιτεῖσθαι ὅλου τοῦ κλάδου καὶ ἀναλαμβάνει ὅλας τὰς συμφέρουσας παραγγελίας. Πληροφορίαι δίδονται ἐν τοῖς γραφείοις αὐτοῦ ὁδὸς Κυκλαδῶν ἀριθ. 3. [685, 1520, 857, 1629]
subheadline: Διὰ τὰ Κρητικὰ ἔλαια [62, 199, 189, 210]
article-text: Ἀγγέλλεται ἐκ Κων/πόλεως ὅτι ἡ ἀντιπροσωπεία τῶν κ. Μαυροκορδάτων κ. Γρυπάρη ὑπέβαλεν εἰς τὸν αὐτοκρατορικὸν κόσμον λιμπεντικήν τοῦ κ. Τσιχόσαρην ἐκ τῆς Πετρουπόλεως. Ὁ ἐβδομηκοντούτης γέρων θὰ ἐπανέλθῃ εἰς τὴν Ἀγγλίαν κατόπιν δε τὸ νέον αὐτοῦ ἔργον. [197, 1353, 354, 1487]
headline: Ο ΔΙΑΔΟΧΟΣ ΕΙΣ ΡΩΜΗΝ [527, 351, 680, 366]
article-text: ΠΥΡΓΟΣ, 26 Ἰουλίου. — Σήμερον συνῆλθε τὸ δημοτικὸν συμβούλιον, ὅπως ἐκλέξῃ τοὺς ἀντιπροσώπους τοῦ δήμου μας διὰ τὴν προσδιορισμὸν τοῦ ποσοστοῦ τῆς παρακρατήσεως κατὰ τὴν Συνέλευσιν τῆς πρώτης Αὐγούστου εἰς τὰς Ἀθήνας. Ἐξελέχθησαν δὲ οἱ κ. κ. Β. Λεονάρδος πρόεδρος δημοτικοῦ συμβουλίου καὶ Π. Παπαδόπουλος. Ἐντολὴ νὰ ἀπαιτήσωσι τὴν ἐφαρμογὴν τῆς σταφιδικῆς παρακρατήσεως ὑπὸ τὸν θεσμὸν τῆς παρακρατήσεως μὲ τὸ ἀλλιώτατον ὅριον τοῦ ποσοστοῦ αὐτῆς. Ὁ κλῆρος ὁ τόσος εἶναι καλημερισμένος ὥστε αἱ ἐφαρμογαὶ τῆς παρακρατήσεως ὅπως ὁρίζει ὁ ὑπουργὸς μὴ ὡς ἐφαρμογὴν ἀπαιτεῖται ἐν τοιαύτῃ συνάφειᾳ. [59, 2082, 192, 2447]
article-text: ἡμῖν ἐκ Δροσιᾶς ὅτι ὁ γέρων Γεώργιος Κ. Κόκκινος τὸν ἐπικράτει κοινωνικὸν τὴν ἀγαθότητα ἀπήλθε εἰς τὰς Ἀθήνας. Οἱ συγγενεῖς αὐτοῦ καὶ οἱ φίλοι ἐζήτησαν παρὰ τοῦ ὑπουργείου τὴν ἐφαρμογὴν τῶν ἀναγκαίων μέτρων ἐπὶ τῶν πενταμελῶν διακοσίων δραχμῶν. [197, 1876, 354, 1997]
subheadline: Ἡ ἀπόφασις τοῦ Ἐμπορικοῦ Συλλόγου τῶν Πατρῶν [691, 367, 851, 391]
article-text: Πειραιῶς τῆς ἐπιθεώρησιν τῶν διαφόρων φυλακισμένων καταστημάτων συνέστησε τὴν ἐπιμελῆ αὐτῶν καθαριότητα ἐν τῷ Γ. Υγιειονίῳ. Αἱ ταῦτης λέγει, ὅτι ἡ κατάστασις τοῦ Βρεφοκομείου, Πτωχοκομείου Μαιευτηρίου καὶ Νοσοκομείου μεταβολήν πρὸς τὸ κρεῖττον ἐπιδέχεται. [360, 231, 521, 352]
